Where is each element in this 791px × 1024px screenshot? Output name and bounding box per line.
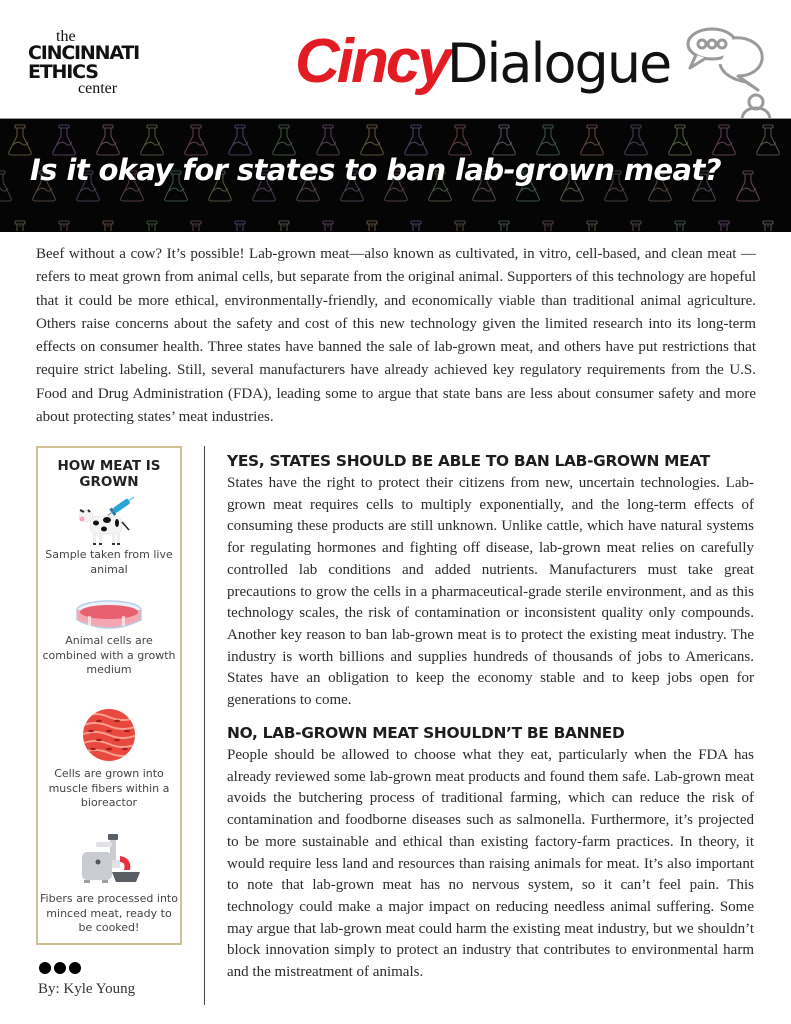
yes-section-heading: YES, STATES SHOULD BE ABLE TO BAN LAB-GROWN MEAT bbox=[227, 452, 710, 470]
step-minced bbox=[38, 832, 180, 936]
logo-ethics: ETHICS bbox=[28, 61, 98, 83]
page-title: Is it okay for states to ban lab-grown meat? bbox=[30, 153, 721, 187]
cincy-dialogue-masthead bbox=[295, 22, 670, 102]
title-banner bbox=[0, 118, 791, 232]
masthead-dialogue: Dialogue bbox=[446, 32, 671, 95]
author-byline: By: Kyle Young bbox=[38, 981, 136, 997]
logo-center: center bbox=[78, 80, 118, 97]
step-caption: Fibers are processed into minced meat, ready to be cooked! bbox=[40, 892, 178, 934]
intro-paragraph: Beef without a cow? It’s possible! Lab-grown meat—also known as cultivated, in vitro, cell-based, and clean meat —refers to meat grown from animal cells, but separate from the original animal. Supporters of this technology are hopeful that it could be more ethical, environmentally-friendly, and economically viable than traditional animal agriculture. Others raise concerns about the safety and cost of this new technology given the limited research into its long-term effects on consumer health. Three states have banned the sale of lab-grown meat, and others have put restrictions that require strict labeling. Still, several manufacturers have already achieved key regulatory requirements from the U.S. Food and Drug Administration (FDA), leading some to argue that state bans are less about consumer safety and more about protecting states’ meat industries. bbox=[36, 246, 756, 426]
logo-cincinnati: CINCINNATI bbox=[28, 42, 139, 64]
sidebar-title: HOW MEAT IS GROWN bbox=[57, 458, 161, 490]
logo-the: the bbox=[56, 28, 76, 45]
step-caption: Animal cells are combined with a growth medium bbox=[42, 634, 176, 676]
no-section-body: People should be allowed to choose what they eat, particularly when the FDA has already reviewed some lab-grown meat products and found them safe. Lab-grown meat avoids the butchering process of traditional farming, which can reduce the risk of contamination and foodborne diseases such as salmonella. Furthermore, it’s projected to be more sustainable and ethical than existing factory-farm practices. In theory, it would require less land and resources than raising animals for meat. It’s also important to note that lab-grown meat has no nervous system, so it can’t feel pain. This technology could make a major impact on reducing needless animal suffering. Some may argue that lab-grown meat could harm the existing meat industry, but we shouldn’t block innovation simply to protect an industry that contributes to environmental harm and the mistreatment of animals. bbox=[227, 747, 754, 981]
muscle-fibers-icon bbox=[81, 707, 137, 763]
step-growth-medium bbox=[38, 598, 180, 678]
step-bioreactor bbox=[38, 707, 180, 811]
column-divider bbox=[204, 446, 205, 1005]
ellipsis-dots-icon bbox=[39, 961, 84, 979]
masthead-cincy: Cincy bbox=[295, 27, 449, 96]
chat-bubbles-person-icon bbox=[684, 24, 774, 120]
step-sample bbox=[38, 492, 180, 577]
no-section-heading: NO, LAB-GROWN MEAT SHOULDN’T BE BANNED bbox=[227, 724, 625, 742]
meat-grinder-icon bbox=[76, 832, 142, 886]
step-caption: Cells are grown into muscle fibers within a bioreactor bbox=[48, 767, 170, 809]
how-meat-is-grown-box bbox=[36, 446, 182, 945]
petri-dish-icon bbox=[74, 598, 144, 634]
yes-section-body: States have the right to protect their citizens from new, uncertain technologies. Lab-grown meat requires cells to multiply exponentially, and the long-term effects of consuming these products are still unknown. Unlike cattle, which have natural systems for regulating hormones and fighting off disease, lab-grown meat relies on carefully controlled lab conditions and added nutrients. Manufacturers must take great precautions to grow the cells in a pharmaceutical-grade sterile environment, and as this technology scales, the risk of contamination or inconsistent quality only compounds. Another key reason to ban lab-grown meat is to protect the existing meat industry. The industry is worth billions and supplies hundreds of thousands of jobs to Americans. States have an obligation to keep the economy stable and to keep jobs open for generations to come. bbox=[227, 475, 754, 709]
step-caption: Sample taken from live animal bbox=[45, 548, 173, 576]
cow-syringe-icon bbox=[74, 492, 144, 548]
cincinnati-ethics-center-logo bbox=[28, 30, 168, 96]
